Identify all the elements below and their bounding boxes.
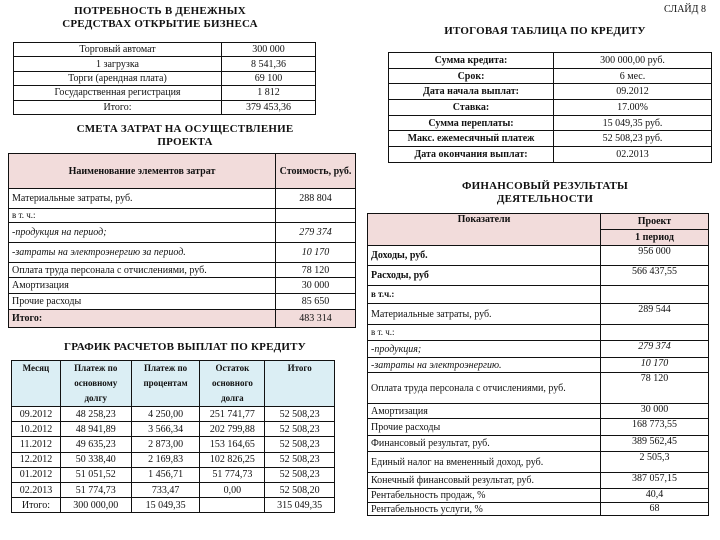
table-cell: 30 000	[601, 404, 709, 419]
table-row	[368, 404, 709, 419]
table-row	[14, 57, 316, 71]
table-cell: Прочие расходы	[368, 419, 601, 436]
table-cell	[601, 325, 709, 341]
table-cell: в т. ч.:	[368, 325, 601, 341]
table-cell: 69 100	[222, 71, 316, 85]
table-cell: 1 812	[222, 86, 316, 100]
table-row	[14, 43, 316, 57]
table-row	[368, 341, 709, 358]
table-cell: 10 170	[601, 358, 709, 373]
table-row	[368, 358, 709, 373]
table-cell: Расходы, руб	[368, 266, 601, 286]
table-row	[12, 467, 335, 482]
table-row	[389, 115, 712, 131]
table-cell: 566 437,55	[601, 266, 709, 286]
table-row	[389, 131, 712, 147]
table-cell: Торговый автомат	[14, 43, 222, 57]
table-cell: 52 508,23	[265, 422, 335, 437]
results-title: ФИНАНСОВЫЙ РЕЗУЛЬТАТЫ ДЕЯТЕЛЬНОСТИ	[461, 180, 629, 205]
table-cell: 15 049,35 руб.	[554, 115, 712, 131]
table-cell: Прочие расходы	[9, 294, 276, 310]
table-row	[14, 71, 316, 85]
table-row	[368, 373, 709, 404]
table-cell: Материальные затраты, руб.	[368, 304, 601, 325]
estimate-table	[8, 153, 356, 328]
table-row	[368, 419, 709, 436]
table-cell: 17.00%	[554, 100, 712, 116]
table-cell: 09.2012	[554, 84, 712, 100]
table-cell: -продукция;	[368, 341, 601, 358]
table-cell: 10 170	[276, 243, 356, 263]
table-cell: 10.2012	[12, 422, 61, 437]
table-cell: 315 049,35	[265, 498, 335, 513]
table-cell: 288 804	[276, 189, 356, 209]
table-cell: 68	[601, 503, 709, 516]
table-cell: 8 541,36	[222, 57, 316, 71]
table-row	[9, 278, 356, 294]
table-cell: 12.2012	[12, 452, 61, 467]
schedule-table	[11, 360, 335, 513]
table-cell: 4 250,00	[131, 407, 200, 422]
table-cell: Государственная регистрация	[14, 86, 222, 100]
header-cell: Проект	[601, 214, 709, 230]
table-cell: в т.ч.:	[368, 286, 601, 304]
table-row	[9, 209, 356, 223]
table-cell: 78 120	[601, 373, 709, 404]
table-cell	[276, 209, 356, 223]
table-cell: Конечный финансовый результат, руб.	[368, 473, 601, 489]
results-table	[367, 213, 709, 516]
table-cell: Оплата труда персонала с отчислениями, руб.	[9, 263, 276, 278]
header-cell: Остаток основного долга	[200, 361, 265, 407]
table-cell: 09.2012	[12, 407, 61, 422]
table-cell: 40,4	[601, 489, 709, 503]
table-cell: Дата окончания выплат:	[389, 147, 554, 163]
table-cell: Финансовый результат, руб.	[368, 436, 601, 452]
table-row	[14, 100, 316, 114]
table-cell: 51 774,73	[60, 482, 131, 497]
header-cell: Показатели	[368, 214, 601, 246]
table-cell: 1 456,71	[131, 467, 200, 482]
table-cell: 01.2012	[12, 467, 61, 482]
table-row	[9, 263, 356, 278]
table-row	[9, 243, 356, 263]
table-cell: 300 000	[222, 43, 316, 57]
table-row	[368, 325, 709, 341]
table-cell: 6 мес.	[554, 68, 712, 84]
table-row	[12, 482, 335, 497]
table-cell: 168 773,55	[601, 419, 709, 436]
table-cell: 02.2013	[12, 482, 61, 497]
header-cell: Месяц	[12, 361, 61, 407]
table-cell: 30 000	[276, 278, 356, 294]
table-cell: 15 049,35	[131, 498, 200, 513]
table-row	[9, 310, 356, 328]
estimate-title: СМЕТА ЗАТРАТ НА ОСУЩЕСТВЛЕНИЕ ПРОЕКТА	[76, 123, 294, 148]
header-cell: Стоимость, руб.	[276, 154, 356, 189]
table-cell: 50 338,40	[60, 452, 131, 467]
table-cell: 300 000,00 руб.	[554, 53, 712, 69]
table-row	[14, 86, 316, 100]
table-cell: Амортизация	[9, 278, 276, 294]
table-row	[389, 147, 712, 163]
credit-title: ИТОГОВАЯ ТАБЛИЦА ПО КРЕДИТУ	[444, 25, 646, 37]
table-cell: 2 505,3	[601, 452, 709, 473]
table-cell: 52 508,23 руб.	[554, 131, 712, 147]
header-cell: 1 период	[601, 230, 709, 246]
table-row	[368, 286, 709, 304]
table-cell: 52 508,23	[265, 452, 335, 467]
table-cell: Сумма переплаты:	[389, 115, 554, 131]
header-cell: Наименование элементов затрат	[9, 154, 276, 189]
table-cell: Доходы, руб.	[368, 246, 601, 266]
table-cell: 251 741,77	[200, 407, 265, 422]
table-cell: 379 453,36	[222, 100, 316, 114]
table-row	[12, 452, 335, 467]
table-row	[12, 498, 335, 513]
table-cell: Рентабельность услуги, %	[368, 503, 601, 516]
table-cell: 52 508,20	[265, 482, 335, 497]
table-cell: 300 000,00	[60, 498, 131, 513]
table-cell: 202 799,88	[200, 422, 265, 437]
table-row	[389, 84, 712, 100]
table-cell: 389 562,45	[601, 436, 709, 452]
slide-label: СЛАЙД 8	[664, 4, 706, 15]
table-cell: 48 941,89	[60, 422, 131, 437]
table-cell: -затраты на электроэнергию за период.	[9, 243, 276, 263]
table-row	[389, 68, 712, 84]
table-cell: 52 508,23	[265, 437, 335, 452]
table-cell: -продукция на период;	[9, 223, 276, 243]
table-cell: в т. ч.:	[9, 209, 276, 223]
table-cell: 85 650	[276, 294, 356, 310]
table-row	[12, 437, 335, 452]
table-cell: 52 508,23	[265, 467, 335, 482]
table-cell: Итого:	[14, 100, 222, 114]
table-cell: 279 374	[276, 223, 356, 243]
table-row	[389, 53, 712, 69]
table-row	[12, 407, 335, 422]
table-cell: 153 164,65	[200, 437, 265, 452]
table-cell: Материальные затраты, руб.	[9, 189, 276, 209]
table-cell: 51 774,73	[200, 467, 265, 482]
table-cell: 956 000	[601, 246, 709, 266]
table-cell: 78 120	[276, 263, 356, 278]
table-cell: Торги (арендная плата)	[14, 71, 222, 85]
table-row	[368, 304, 709, 325]
table-row	[368, 266, 709, 286]
table-cell: Единый налог на вмененный доход, руб.	[368, 452, 601, 473]
table-row	[9, 294, 356, 310]
table-cell: 387 057,15	[601, 473, 709, 489]
table-row	[368, 246, 709, 266]
table-cell: Оплата труда персонала с отчислениями, руб.	[368, 373, 601, 404]
table-cell: Срок:	[389, 68, 554, 84]
need-table	[13, 42, 316, 115]
table-cell: Ставка:	[389, 100, 554, 116]
table-cell: 11.2012	[12, 437, 61, 452]
table-cell: 483 314	[276, 310, 356, 328]
table-cell: -затраты на электроэнергию.	[368, 358, 601, 373]
table-cell: 2 873,00	[131, 437, 200, 452]
header-cell: Итого	[265, 361, 335, 407]
table-cell: 289 544	[601, 304, 709, 325]
table-cell: Макс. ежемесячный платеж	[389, 131, 554, 147]
table-cell: 1 загрузка	[14, 57, 222, 71]
table-row	[368, 436, 709, 452]
table-cell: 52 508,23	[265, 407, 335, 422]
table-row	[9, 189, 356, 209]
table-cell: 733,47	[131, 482, 200, 497]
table-cell: Рентабельность продаж, %	[368, 489, 601, 503]
table-cell: 3 566,34	[131, 422, 200, 437]
table-row	[368, 503, 709, 516]
table-row	[368, 452, 709, 473]
schedule-title: ГРАФИК РАСЧЕТОВ ВЫПЛАТ ПО КРЕДИТУ	[64, 341, 306, 353]
table-row	[389, 100, 712, 116]
table-cell	[200, 498, 265, 513]
table-cell: 0,00	[200, 482, 265, 497]
header-cell: Платеж по процентам	[131, 361, 200, 407]
table-cell: 49 635,23	[60, 437, 131, 452]
credit-table	[388, 52, 712, 163]
table-cell: 102 826,25	[200, 452, 265, 467]
table-row	[12, 422, 335, 437]
table-cell	[601, 286, 709, 304]
table-cell: Итого:	[12, 498, 61, 513]
table-cell: Дата начала выплат:	[389, 84, 554, 100]
need-title: ПОТРЕБНОСТЬ В ДЕНЕЖНЫХ СРЕДСТВАХ ОТКРЫТИЕ БИЗНЕСА	[62, 5, 258, 30]
table-cell: Амортизация	[368, 404, 601, 419]
header-cell: Платеж по основному долгу	[60, 361, 131, 407]
table-cell: Итого:	[9, 310, 276, 328]
table-row	[9, 223, 356, 243]
table-cell: Сумма кредита:	[389, 53, 554, 69]
table-cell: 2 169,83	[131, 452, 200, 467]
table-cell: 279 374	[601, 341, 709, 358]
table-row	[368, 473, 709, 489]
table-cell: 51 051,52	[60, 467, 131, 482]
table-cell: 02.2013	[554, 147, 712, 163]
table-cell: 48 258,23	[60, 407, 131, 422]
table-row	[368, 489, 709, 503]
